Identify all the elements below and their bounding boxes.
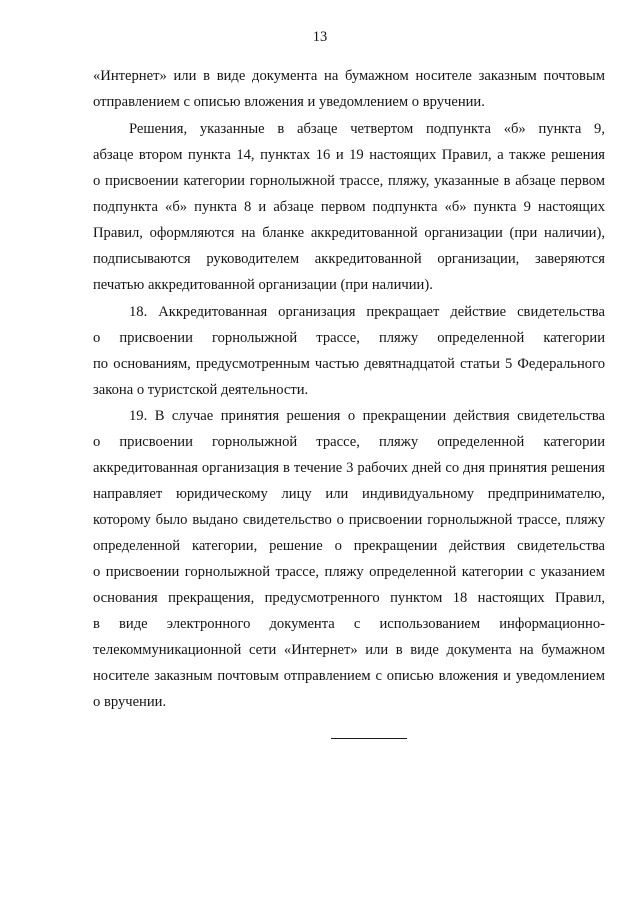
paragraph-line: по основаниям, предусмотренным частью девятнадцатой статьи 5 Федерального	[93, 356, 605, 372]
paragraph-line: телекоммуникационной сети «Интернет» или в виде документа на бумажном	[93, 642, 605, 658]
paragraph-line: о присвоении категории горнолыжной трассе, пляжу, указанные в абзаце первом	[93, 173, 605, 189]
paragraph-line: абзаце втором пункта 14, пунктах 16 и 19 настоящих Правил, а также решения	[93, 147, 605, 163]
paragraph-line: 19. В случае принятия решения о прекращении действия свидетельства	[129, 408, 605, 424]
page-number: 13	[312, 29, 328, 45]
paragraph-line: закона о туристской деятельности.	[93, 382, 309, 398]
paragraph-line: 18. Аккредитованная организация прекращает действие свидетельства	[129, 304, 605, 320]
paragraph-line: отправлением с описью вложения и уведомлением о вручении.	[93, 94, 485, 110]
paragraph-line: о вручении.	[93, 694, 167, 710]
paragraph-line: подписываются руководителем аккредитованной организации, заверяются	[93, 251, 605, 267]
paragraph-line: о присвоении горнолыжной трассе, пляжу определенной категории	[93, 330, 605, 346]
paragraph-line: направляет юридическому лицу или индивидуальному предпринимателю,	[93, 486, 605, 502]
paragraph-line: о присвоении горнолыжной трассе, пляжу определенной категории	[93, 434, 605, 450]
paragraph-line: носителе заказным почтовым отправлением с описью вложения и уведомлением	[93, 668, 605, 684]
paragraph-line: о присвоении горнолыжной трассе, пляжу определенной категории с указанием	[93, 564, 605, 580]
paragraph-line: основания прекращения, предусмотренного пунктом 18 настоящих Правил,	[93, 590, 605, 606]
paragraph-line: аккредитованная организация в течение 3 рабочих дней со дня принятия решения	[93, 460, 605, 476]
paragraph-line: Решения, указанные в абзаце четвертом подпункта «б» пункта 9,	[129, 121, 605, 137]
paragraph-line: печатью аккредитованной организации (при наличии).	[93, 277, 433, 293]
end-rule	[331, 738, 407, 739]
paragraph-line: Правил, оформляются на бланке аккредитованной организации (при наличии),	[93, 225, 605, 241]
paragraph-line: которому было выдано свидетельство о присвоении горнолыжной трассе, пляжу	[93, 512, 605, 528]
paragraph-line: определенной категории, решение о прекращении действия свидетельства	[93, 538, 605, 554]
paragraph-line: в виде электронного документа с использованием информационно-	[93, 616, 605, 632]
paragraph-line: «Интернет» или в виде документа на бумажном носителе заказным почтовым	[93, 68, 605, 84]
paragraph-line: подпункта «б» пункта 8 и абзаце первом подпункта «б» пункта 9 настоящих	[93, 199, 605, 215]
